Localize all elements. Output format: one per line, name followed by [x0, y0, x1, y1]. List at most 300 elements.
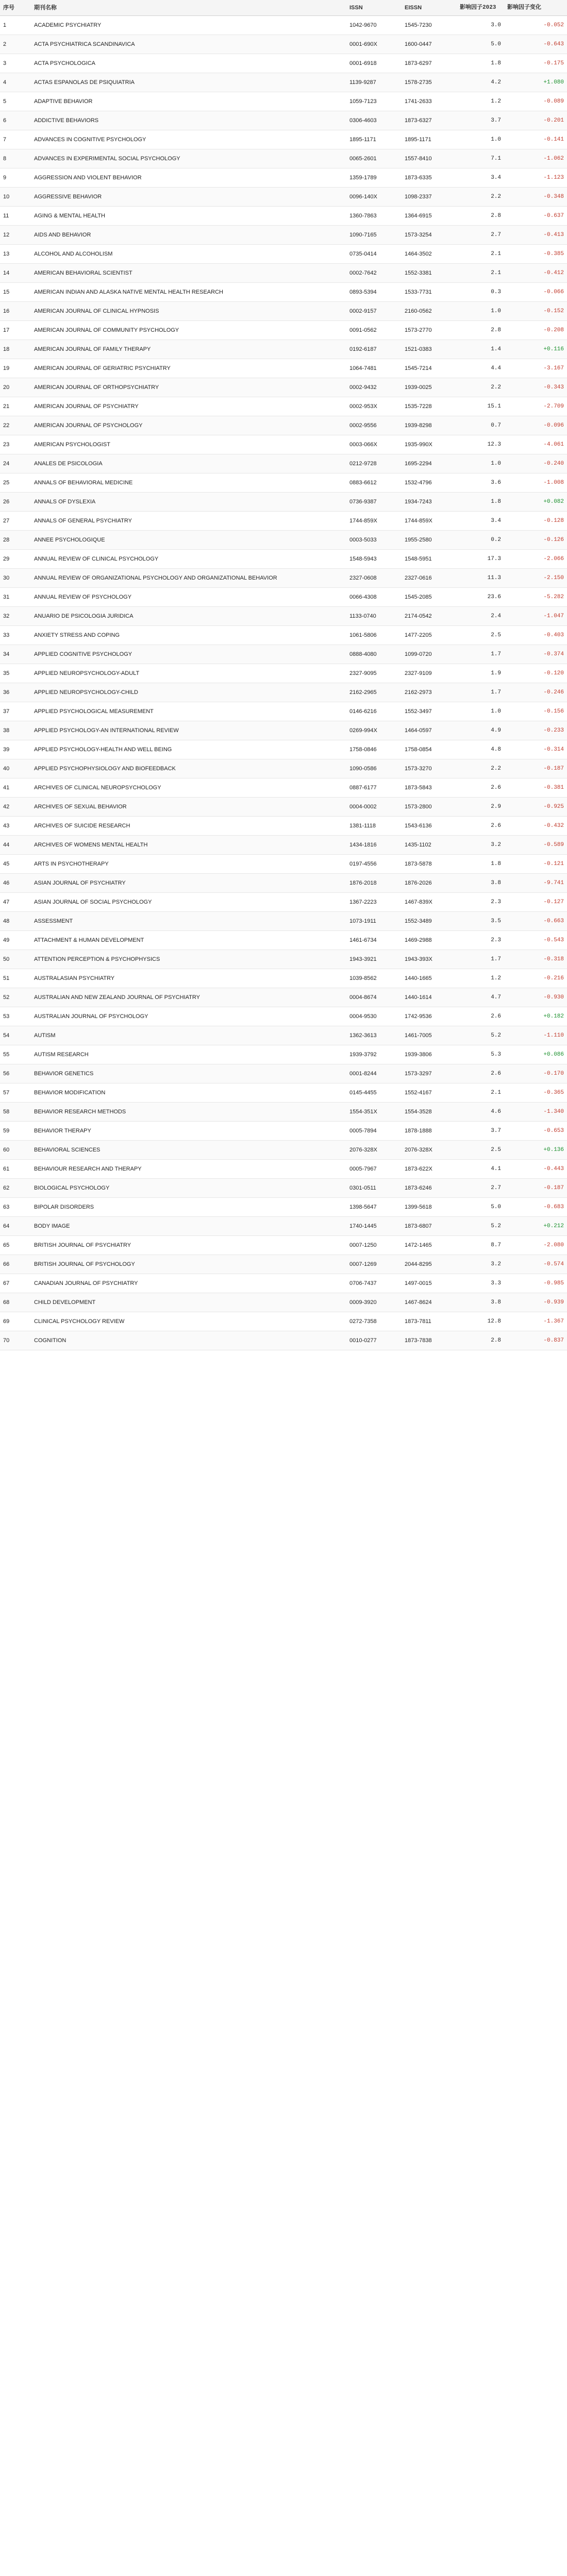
cell-if: 2.9: [457, 798, 504, 817]
cell-if: 8.7: [457, 1236, 504, 1255]
cell-eissn: 1744-859X: [402, 512, 457, 531]
table-row: [0, 16, 567, 35]
table-row: [0, 893, 567, 912]
cell-change: -1.367: [504, 1312, 567, 1331]
cell-no: 53: [0, 1007, 31, 1026]
cell-eissn: 1873-5843: [402, 778, 457, 798]
cell-issn: 1061-5806: [346, 626, 402, 645]
cell-change: -0.637: [504, 207, 567, 226]
table-row: [0, 512, 567, 531]
cell-change: -0.170: [504, 1064, 567, 1083]
cell-if: 2.1: [457, 1083, 504, 1103]
cell-name: AMERICAN JOURNAL OF PSYCHOLOGY: [31, 416, 346, 435]
cell-issn: 1939-3792: [346, 1045, 402, 1064]
table-row: [0, 435, 567, 454]
col-header-name: 期刊名称: [31, 0, 346, 16]
cell-no: 17: [0, 321, 31, 340]
cell-if: 5.0: [457, 35, 504, 54]
cell-if: 11.3: [457, 569, 504, 588]
cell-eissn: 1467-8624: [402, 1293, 457, 1312]
cell-eissn: 1435-1102: [402, 836, 457, 855]
table-row: [0, 836, 567, 855]
cell-no: 51: [0, 969, 31, 988]
cell-change: -0.683: [504, 1198, 567, 1217]
cell-if: 1.0: [457, 130, 504, 149]
cell-if: 1.8: [457, 493, 504, 512]
cell-if: 3.2: [457, 1255, 504, 1274]
table-row: [0, 168, 567, 188]
cell-if: 4.2: [457, 73, 504, 92]
cell-no: 46: [0, 874, 31, 893]
cell-if: 2.7: [457, 1179, 504, 1198]
cell-issn: 1434-1816: [346, 836, 402, 855]
cell-if: 3.8: [457, 874, 504, 893]
col-header-no: 序号: [0, 0, 31, 16]
table-row: [0, 54, 567, 73]
table-row: [0, 817, 567, 836]
cell-eissn: 1099-0720: [402, 645, 457, 664]
table-row: [0, 226, 567, 245]
table-row: [0, 416, 567, 435]
cell-eissn: 1873-6327: [402, 111, 457, 130]
cell-change: -0.348: [504, 188, 567, 207]
cell-name: ATTACHMENT & HUMAN DEVELOPMENT: [31, 931, 346, 950]
table-row: [0, 778, 567, 798]
cell-if: 3.2: [457, 836, 504, 855]
table-row: [0, 245, 567, 264]
cell-eissn: 1557-8410: [402, 149, 457, 168]
cell-change: -0.208: [504, 321, 567, 340]
cell-no: 24: [0, 454, 31, 473]
cell-no: 47: [0, 893, 31, 912]
cell-eissn: 1399-5618: [402, 1198, 457, 1217]
cell-no: 35: [0, 664, 31, 683]
cell-if: 4.4: [457, 359, 504, 378]
table-row: [0, 683, 567, 702]
cell-change: +0.136: [504, 1141, 567, 1160]
cell-name: APPLIED NEUROPSYCHOLOGY-ADULT: [31, 664, 346, 683]
cell-no: 37: [0, 702, 31, 721]
cell-change: -0.385: [504, 245, 567, 264]
cell-eissn: 1939-8298: [402, 416, 457, 435]
table-row: [0, 283, 567, 302]
table-row: [0, 569, 567, 588]
cell-name: BRITISH JOURNAL OF PSYCHIATRY: [31, 1236, 346, 1255]
cell-change: -0.374: [504, 645, 567, 664]
cell-issn: 0001-8244: [346, 1064, 402, 1083]
cell-no: 6: [0, 111, 31, 130]
cell-change: -0.318: [504, 950, 567, 969]
cell-name: ADVANCES IN EXPERIMENTAL SOCIAL PSYCHOLOGY: [31, 149, 346, 168]
cell-no: 59: [0, 1122, 31, 1141]
cell-no: 39: [0, 740, 31, 759]
table-row: [0, 702, 567, 721]
cell-issn: 0002-7642: [346, 264, 402, 283]
cell-eissn: 1955-2580: [402, 531, 457, 550]
table-row: [0, 1141, 567, 1160]
cell-eissn: 2044-8295: [402, 1255, 457, 1274]
cell-if: 2.6: [457, 817, 504, 836]
cell-change: -9.741: [504, 874, 567, 893]
cell-no: 22: [0, 416, 31, 435]
cell-if: 2.7: [457, 226, 504, 245]
cell-if: 3.5: [457, 912, 504, 931]
cell-issn: 0004-8674: [346, 988, 402, 1007]
cell-name: APPLIED COGNITIVE PSYCHOLOGY: [31, 645, 346, 664]
cell-if: 2.6: [457, 1007, 504, 1026]
cell-if: 3.4: [457, 168, 504, 188]
cell-eissn: 1742-9536: [402, 1007, 457, 1026]
cell-change: -0.543: [504, 931, 567, 950]
cell-issn: 0002-9556: [346, 416, 402, 435]
table-row: [0, 397, 567, 416]
cell-eissn: 1467-839X: [402, 893, 457, 912]
table-row: [0, 1160, 567, 1179]
table-row: [0, 1331, 567, 1350]
cell-change: -0.653: [504, 1122, 567, 1141]
table-row: [0, 1007, 567, 1026]
cell-change: -0.089: [504, 92, 567, 111]
cell-eissn: 1535-7228: [402, 397, 457, 416]
cell-no: 44: [0, 836, 31, 855]
cell-change: -0.096: [504, 416, 567, 435]
cell-issn: 1090-0586: [346, 759, 402, 778]
cell-if: 1.0: [457, 302, 504, 321]
cell-change: -0.663: [504, 912, 567, 931]
table-header-row: [0, 0, 567, 16]
table-row: [0, 550, 567, 569]
table-row: [0, 1026, 567, 1045]
cell-change: -2.150: [504, 569, 567, 588]
cell-name: AGING & MENTAL HEALTH: [31, 207, 346, 226]
cell-if: 5.2: [457, 1217, 504, 1236]
table-row: [0, 92, 567, 111]
cell-if: 4.1: [457, 1160, 504, 1179]
cell-change: -0.187: [504, 759, 567, 778]
cell-name: ANNUAL REVIEW OF ORGANIZATIONAL PSYCHOLOGY AND ORGANIZATIONAL BEHAVIOR: [31, 569, 346, 588]
cell-name: AMERICAN JOURNAL OF PSYCHIATRY: [31, 397, 346, 416]
cell-no: 58: [0, 1103, 31, 1122]
table-row: [0, 950, 567, 969]
cell-eissn: 1440-1665: [402, 969, 457, 988]
cell-if: 12.8: [457, 1312, 504, 1331]
cell-name: ANNALS OF DYSLEXIA: [31, 493, 346, 512]
table-row: [0, 740, 567, 759]
cell-change: -0.939: [504, 1293, 567, 1312]
cell-change: -0.643: [504, 35, 567, 54]
cell-change: +0.116: [504, 340, 567, 359]
cell-if: 4.9: [457, 721, 504, 740]
cell-issn: 1090-7165: [346, 226, 402, 245]
cell-if: 2.2: [457, 188, 504, 207]
cell-eissn: 1469-2988: [402, 931, 457, 950]
cell-if: 2.8: [457, 207, 504, 226]
cell-no: 33: [0, 626, 31, 645]
table-row: [0, 493, 567, 512]
cell-no: 49: [0, 931, 31, 950]
cell-no: 63: [0, 1198, 31, 1217]
table-row: [0, 149, 567, 168]
cell-change: -0.052: [504, 16, 567, 35]
cell-no: 41: [0, 778, 31, 798]
cell-issn: 0883-6612: [346, 473, 402, 493]
cell-name: AMERICAN JOURNAL OF FAMILY THERAPY: [31, 340, 346, 359]
cell-no: 20: [0, 378, 31, 397]
table-row: [0, 1312, 567, 1331]
cell-change: -0.403: [504, 626, 567, 645]
cell-change: -1.062: [504, 149, 567, 168]
cell-no: 34: [0, 645, 31, 664]
cell-no: 68: [0, 1293, 31, 1312]
cell-if: 1.0: [457, 454, 504, 473]
cell-name: ALCOHOL AND ALCOHOLISM: [31, 245, 346, 264]
cell-change: -0.343: [504, 378, 567, 397]
cell-no: 11: [0, 207, 31, 226]
cell-if: 2.3: [457, 893, 504, 912]
cell-issn: 0735-0414: [346, 245, 402, 264]
cell-change: -0.152: [504, 302, 567, 321]
table-row: [0, 988, 567, 1007]
cell-no: 56: [0, 1064, 31, 1083]
cell-issn: 0192-6187: [346, 340, 402, 359]
cell-name: AUSTRALASIAN PSYCHIATRY: [31, 969, 346, 988]
cell-name: ACTA PSYCHIATRICA SCANDINAVICA: [31, 35, 346, 54]
cell-no: 7: [0, 130, 31, 149]
cell-change: -0.412: [504, 264, 567, 283]
cell-no: 42: [0, 798, 31, 817]
cell-change: -0.126: [504, 531, 567, 550]
cell-issn: 0888-4080: [346, 645, 402, 664]
cell-if: 2.4: [457, 607, 504, 626]
cell-issn: 1139-9287: [346, 73, 402, 92]
cell-if: 1.2: [457, 969, 504, 988]
cell-no: 27: [0, 512, 31, 531]
cell-name: AGGRESSIVE BEHAVIOR: [31, 188, 346, 207]
cell-change: -1.008: [504, 473, 567, 493]
cell-if: 1.4: [457, 340, 504, 359]
cell-name: ANNALS OF BEHAVIORAL MEDICINE: [31, 473, 346, 493]
cell-if: 2.2: [457, 759, 504, 778]
cell-eissn: 1741-2633: [402, 92, 457, 111]
cell-eissn: 1545-7230: [402, 16, 457, 35]
cell-if: 1.7: [457, 645, 504, 664]
cell-change: -0.443: [504, 1160, 567, 1179]
table-row: [0, 111, 567, 130]
cell-issn: 0003-066X: [346, 435, 402, 454]
cell-if: 4.6: [457, 1103, 504, 1122]
cell-name: ANNALS OF GENERAL PSYCHIATRY: [31, 512, 346, 531]
cell-no: 16: [0, 302, 31, 321]
cell-change: -5.282: [504, 588, 567, 607]
cell-if: 2.5: [457, 626, 504, 645]
cell-name: ANNUAL REVIEW OF PSYCHOLOGY: [31, 588, 346, 607]
cell-if: 1.8: [457, 855, 504, 874]
cell-no: 36: [0, 683, 31, 702]
cell-name: CHILD DEVELOPMENT: [31, 1293, 346, 1312]
cell-eissn: 1943-393X: [402, 950, 457, 969]
cell-eissn: 1873-6807: [402, 1217, 457, 1236]
cell-no: 9: [0, 168, 31, 188]
cell-no: 64: [0, 1217, 31, 1236]
cell-eissn: 2174-0542: [402, 607, 457, 626]
cell-issn: 1554-351X: [346, 1103, 402, 1122]
table-row: [0, 1083, 567, 1103]
cell-eissn: 2160-0562: [402, 302, 457, 321]
cell-change: -0.127: [504, 893, 567, 912]
cell-eissn: 1497-0015: [402, 1274, 457, 1293]
cell-no: 28: [0, 531, 31, 550]
cell-change: -1.110: [504, 1026, 567, 1045]
cell-change: +0.212: [504, 1217, 567, 1236]
cell-no: 25: [0, 473, 31, 493]
cell-no: 70: [0, 1331, 31, 1350]
cell-name: ASIAN JOURNAL OF SOCIAL PSYCHOLOGY: [31, 893, 346, 912]
cell-issn: 0002-9432: [346, 378, 402, 397]
cell-no: 2: [0, 35, 31, 54]
cell-change: -0.837: [504, 1331, 567, 1350]
cell-issn: 1133-0740: [346, 607, 402, 626]
cell-change: -0.589: [504, 836, 567, 855]
cell-name: ASIAN JOURNAL OF PSYCHIATRY: [31, 874, 346, 893]
cell-change: -0.381: [504, 778, 567, 798]
cell-issn: 1943-3921: [346, 950, 402, 969]
cell-if: 4.7: [457, 988, 504, 1007]
cell-change: -0.930: [504, 988, 567, 1007]
cell-if: 1.8: [457, 54, 504, 73]
cell-issn: 0269-994X: [346, 721, 402, 740]
cell-if: 0.7: [457, 416, 504, 435]
cell-name: AMERICAN JOURNAL OF CLINICAL HYPNOSIS: [31, 302, 346, 321]
cell-issn: 0004-0002: [346, 798, 402, 817]
table-row: [0, 855, 567, 874]
cell-change: -0.246: [504, 683, 567, 702]
col-header-issn: ISSN: [346, 0, 402, 16]
cell-no: 19: [0, 359, 31, 378]
cell-no: 1: [0, 16, 31, 35]
cell-issn: 1398-5647: [346, 1198, 402, 1217]
cell-issn: 0066-4308: [346, 588, 402, 607]
cell-issn: 0003-5033: [346, 531, 402, 550]
cell-name: ARCHIVES OF SUICIDE RESEARCH: [31, 817, 346, 836]
table-row: [0, 473, 567, 493]
cell-change: -0.175: [504, 54, 567, 73]
cell-change: +1.080: [504, 73, 567, 92]
cell-no: 14: [0, 264, 31, 283]
cell-change: -1.340: [504, 1103, 567, 1122]
cell-no: 61: [0, 1160, 31, 1179]
cell-no: 57: [0, 1083, 31, 1103]
cell-name: AUSTRALIAN AND NEW ZEALAND JOURNAL OF PSYCHIATRY: [31, 988, 346, 1007]
cell-eissn: 2162-2973: [402, 683, 457, 702]
cell-issn: 0005-7967: [346, 1160, 402, 1179]
cell-eissn: 2076-328X: [402, 1141, 457, 1160]
table-row: [0, 1217, 567, 1236]
cell-eissn: 1939-3806: [402, 1045, 457, 1064]
cell-no: 66: [0, 1255, 31, 1274]
table-row: [0, 1274, 567, 1293]
cell-change: -0.121: [504, 855, 567, 874]
table-row: [0, 931, 567, 950]
cell-if: 17.3: [457, 550, 504, 569]
table-row: [0, 264, 567, 283]
cell-change: -0.574: [504, 1255, 567, 1274]
cell-change: -0.187: [504, 1179, 567, 1198]
cell-issn: 1744-859X: [346, 512, 402, 531]
cell-no: 52: [0, 988, 31, 1007]
cell-eissn: 1873-622X: [402, 1160, 457, 1179]
cell-if: 3.8: [457, 1293, 504, 1312]
cell-name: ARCHIVES OF CLINICAL NEUROPSYCHOLOGY: [31, 778, 346, 798]
cell-eissn: 1935-990X: [402, 435, 457, 454]
cell-eissn: 1573-3254: [402, 226, 457, 245]
cell-no: 67: [0, 1274, 31, 1293]
cell-issn: 0005-7894: [346, 1122, 402, 1141]
cell-name: AUSTRALIAN JOURNAL OF PSYCHOLOGY: [31, 1007, 346, 1026]
cell-name: ARCHIVES OF WOMENS MENTAL HEALTH: [31, 836, 346, 855]
cell-name: APPLIED PSYCHOLOGY-AN INTERNATIONAL REVIEW: [31, 721, 346, 740]
cell-eissn: 1552-4167: [402, 1083, 457, 1103]
cell-no: 55: [0, 1045, 31, 1064]
cell-no: 38: [0, 721, 31, 740]
table-row: [0, 645, 567, 664]
cell-eissn: 2327-0616: [402, 569, 457, 588]
table-row: [0, 340, 567, 359]
cell-no: 10: [0, 188, 31, 207]
cell-change: -0.201: [504, 111, 567, 130]
cell-name: APPLIED NEUROPSYCHOLOGY-CHILD: [31, 683, 346, 702]
cell-name: ACTA PSYCHOLOGICA: [31, 54, 346, 73]
cell-eissn: 1873-7811: [402, 1312, 457, 1331]
cell-no: 8: [0, 149, 31, 168]
cell-if: 4.8: [457, 740, 504, 759]
cell-eissn: 1543-6136: [402, 817, 457, 836]
cell-name: APPLIED PSYCHOLOGICAL MEASUREMENT: [31, 702, 346, 721]
cell-if: 1.0: [457, 702, 504, 721]
cell-no: 12: [0, 226, 31, 245]
cell-no: 54: [0, 1026, 31, 1045]
cell-name: CLINICAL PSYCHOLOGY REVIEW: [31, 1312, 346, 1331]
cell-if: 5.0: [457, 1198, 504, 1217]
cell-change: -0.156: [504, 702, 567, 721]
cell-eissn: 1548-5951: [402, 550, 457, 569]
cell-issn: 1359-1789: [346, 168, 402, 188]
table-row: [0, 321, 567, 340]
col-header-eissn: EISSN: [402, 0, 457, 16]
cell-change: -0.413: [504, 226, 567, 245]
cell-eissn: 1545-7214: [402, 359, 457, 378]
cell-eissn: 1873-6335: [402, 168, 457, 188]
cell-eissn: 1552-3497: [402, 702, 457, 721]
cell-issn: 1362-3613: [346, 1026, 402, 1045]
cell-issn: 0001-6918: [346, 54, 402, 73]
table-row: [0, 912, 567, 931]
cell-no: 50: [0, 950, 31, 969]
cell-no: 13: [0, 245, 31, 264]
cell-name: AMERICAN BEHAVIORAL SCIENTIST: [31, 264, 346, 283]
cell-issn: 0004-9530: [346, 1007, 402, 1026]
cell-name: ADDICTIVE BEHAVIORS: [31, 111, 346, 130]
cell-if: 1.2: [457, 92, 504, 111]
cell-if: 2.1: [457, 264, 504, 283]
cell-change: -2.080: [504, 1236, 567, 1255]
cell-no: 29: [0, 550, 31, 569]
cell-eissn: 1895-1171: [402, 130, 457, 149]
cell-issn: 2327-0608: [346, 569, 402, 588]
cell-eissn: 1695-2294: [402, 454, 457, 473]
table-row: [0, 1255, 567, 1274]
cell-change: -0.365: [504, 1083, 567, 1103]
cell-issn: 0145-4455: [346, 1083, 402, 1103]
